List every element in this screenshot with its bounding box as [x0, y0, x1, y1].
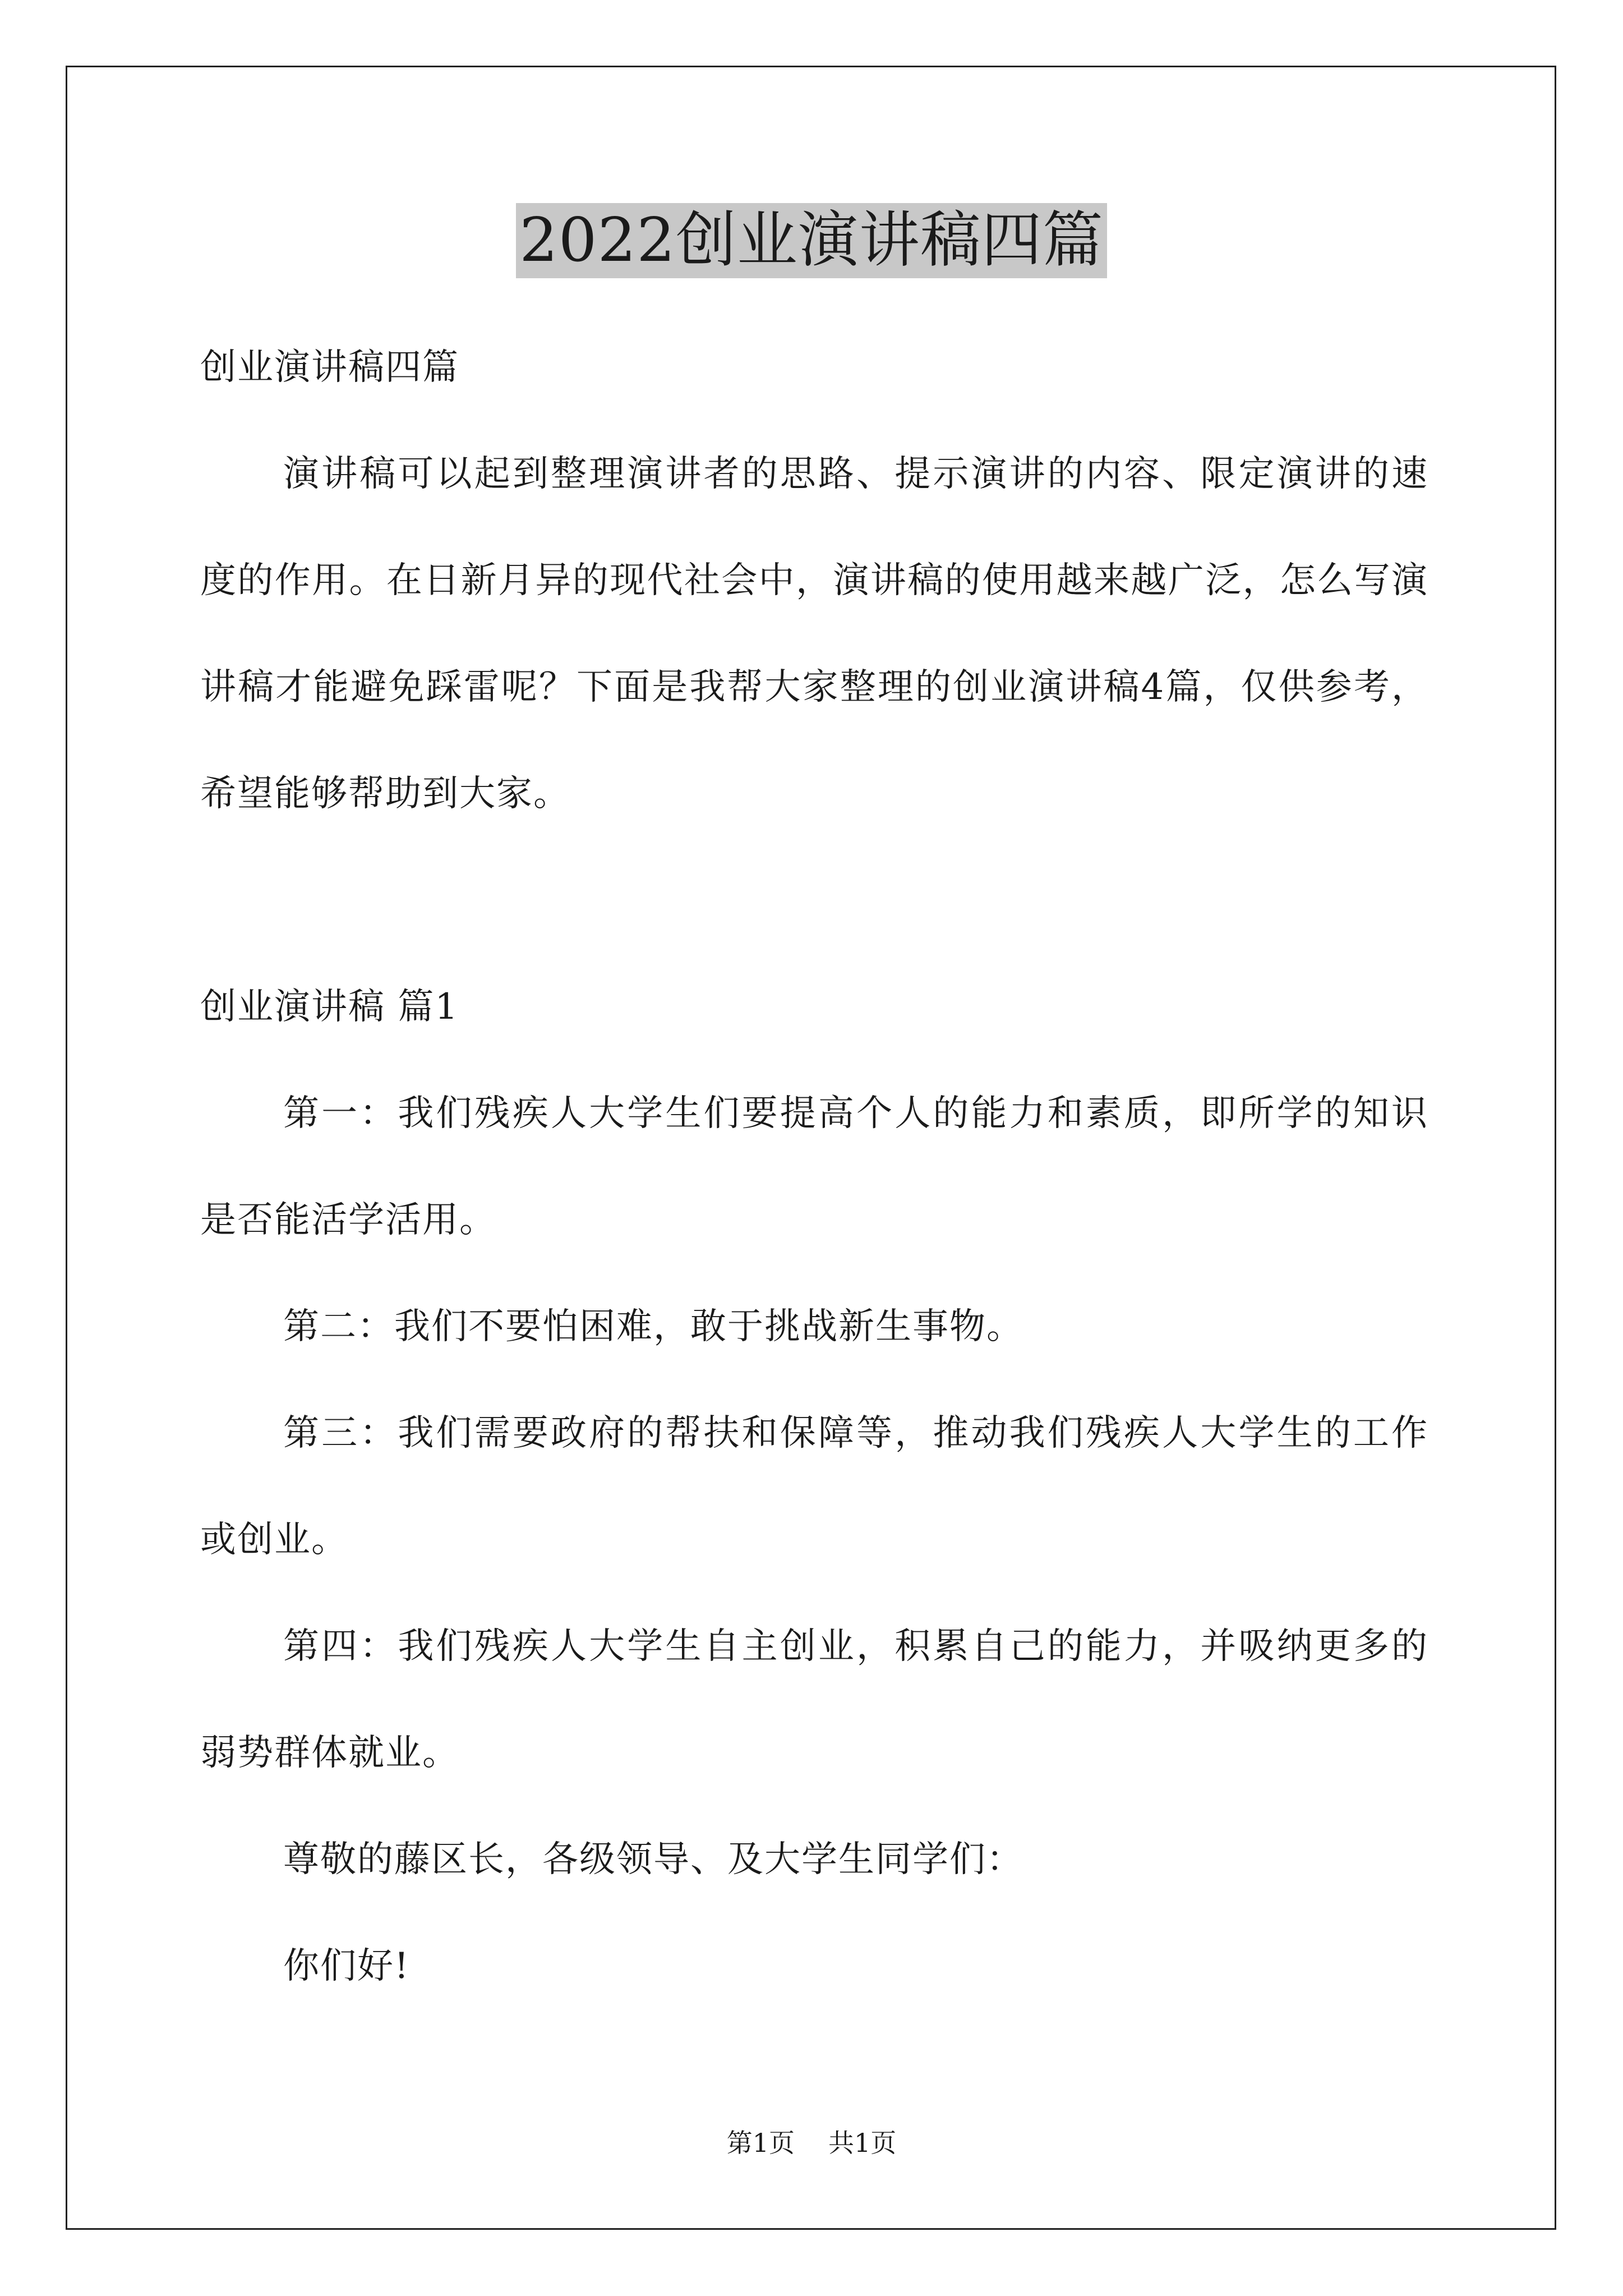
- title-container: [0, 203, 1623, 278]
- paragraph-4: 第二：我们不要怕困难，敢于挑战新生事物。: [283, 1306, 1023, 1347]
- paragraph-6: 第四：我们残疾人大学生自主创业，积累自己的能力，并吸纳更多的弱势群体就业。: [200, 1626, 1428, 1774]
- paragraph-2: 创业演讲稿 篇1: [200, 986, 459, 1028]
- paragraph-1: 演讲稿可以起到整理演讲者的思路、提示演讲的内容、限定演讲的速度的作用。在日新月异的现代社会中，演讲稿的使用越来越广泛，怎么写演讲稿才能避免踩雷呢？下面是我帮大家整理的创业演讲稿4篇，仅供参考，希望能够帮助到大家。: [200, 453, 1428, 815]
- document-title: 2022创业演讲稿四篇: [516, 203, 1107, 278]
- paragraph-0: 创业演讲稿四篇: [200, 347, 459, 388]
- page-footer: [0, 2126, 1623, 2160]
- paragraph-8: 你们好!: [283, 1945, 410, 1987]
- paragraph-3: 第一：我们残疾人大学生们要提高个人的能力和素质，即所学的知识是否能活学活用。: [200, 1093, 1428, 1241]
- paragraph-5: 第三：我们需要政府的帮扶和保障等，推动我们残疾人大学生的工作或创业。: [200, 1412, 1428, 1561]
- page-number: 第1页: [726, 2128, 795, 2158]
- document-body: [200, 314, 1428, 2019]
- page-total: 共1页: [828, 2128, 897, 2158]
- paragraph-7: 尊敬的藤区长，各级领导、及大学生同学们：: [283, 1839, 1023, 1880]
